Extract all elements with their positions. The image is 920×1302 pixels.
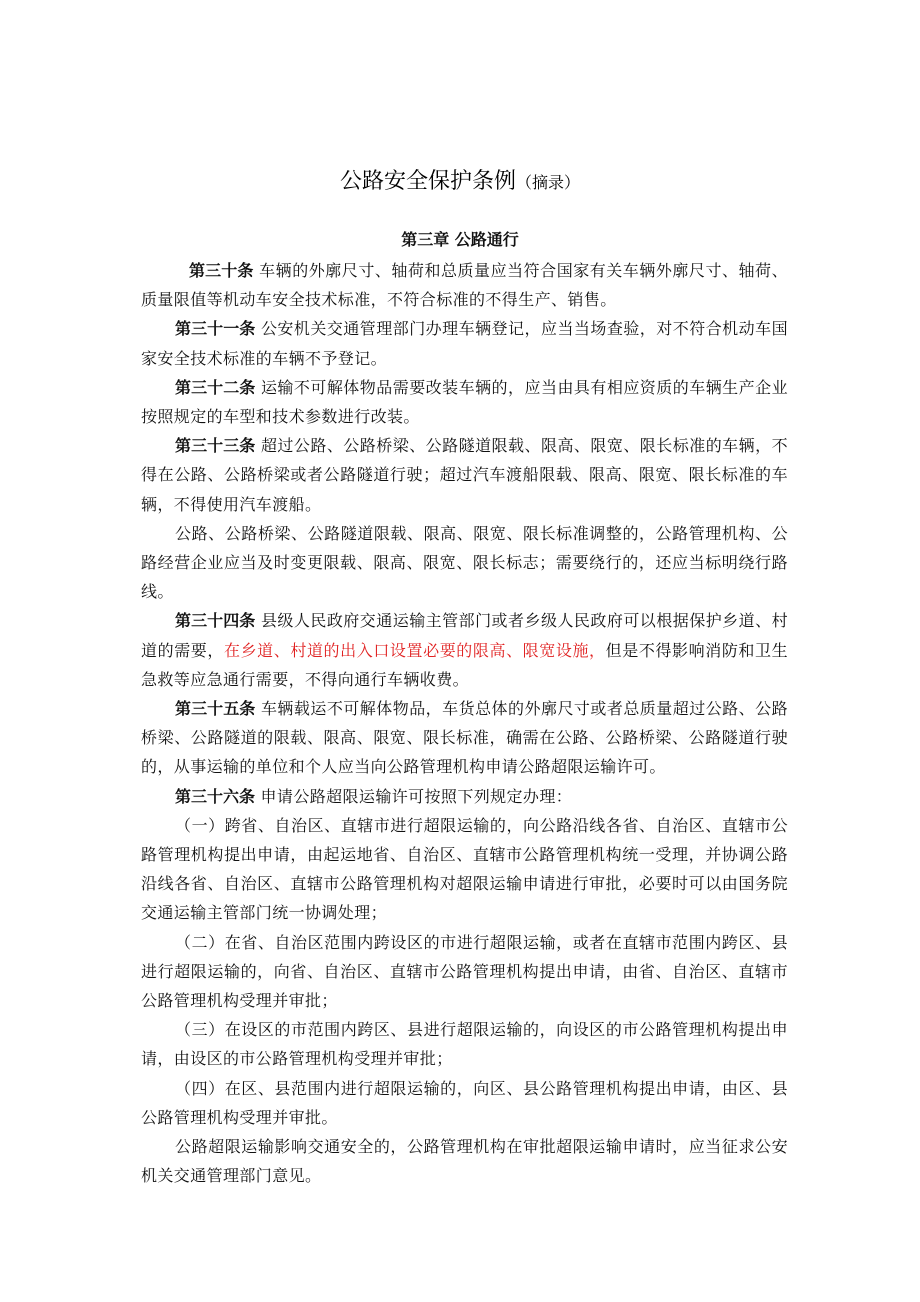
document-title (0, 166, 920, 199)
article-paragraph (141, 373, 788, 431)
article-number: 第三十一条 (175, 319, 256, 339)
body-paragraph (141, 811, 788, 928)
article-number: 第三十四条 (175, 611, 256, 631)
paragraph-text: 县级人民政府交通运输主管部门或者乡级人民政府可以根据保护乡道、村道的需要， (141, 611, 788, 660)
paragraph-text: 运输不可解体物品需要改装车辆的，应当由具有相应资质的车辆生产企业按照规定的车型和技术参数进行改装。 (141, 377, 788, 427)
body-paragraph (141, 1132, 788, 1190)
paragraph-text: （二）在省、自治区范围内跨设区的市进行超限运输，或者在直辖市范围内跨区、县进行超限运输的，向省、自治区、直辖市公路管理机构提出申请，由省、自治区、直辖市公路管理机构受理并审批； (141, 932, 788, 1011)
paragraph-text: 公路、公路桥梁、公路隧道限载、限高、限宽、限长标准调整的，公路管理机构、公路经营企业应当及时变更限载、限高、限宽、限长标志；需要绕行的，还应当标明绕行路线。 (141, 523, 788, 602)
paragraph-text-continued: 但是不得影响消防和卫生急救等应急通行需要，不得向通行车辆收费。 (141, 640, 788, 689)
article-paragraph (141, 256, 788, 314)
article-number: 第三十五条 (175, 699, 256, 719)
body-paragraph (141, 519, 788, 607)
paragraph-text: （四）在区、县范围内进行超限运输的，向区、县公路管理机构提出申请，由区、县公路管理机构受理并审批。 (141, 1078, 788, 1127)
article-number: 第三十二条 (175, 377, 256, 397)
article-paragraph (141, 694, 788, 782)
article-paragraph (141, 314, 788, 372)
document-body (141, 256, 788, 1191)
article-number: 第三十六条 (175, 786, 256, 806)
paragraph-text: 超过公路、公路桥梁、公路隧道限载、限高、限宽、限长标准的车辆，不得在公路、公路桥梁或者公路隧道行驶；超过汽车渡船限载、限高、限宽、限长标准的车辆，不得使用汽车渡船。 (141, 436, 788, 514)
article-number: 第三十条 (189, 261, 254, 280)
article-paragraph (141, 782, 788, 811)
body-paragraph (141, 1074, 788, 1132)
paragraph-text: （三）在设区的市范围内跨区、县进行超限运输的，向设区的市公路管理机构提出申请，由设区的市公路管理机构受理并审批； (141, 1020, 788, 1069)
body-paragraph (141, 1015, 788, 1073)
paragraph-text: 车辆的外廓尺寸、轴荷和总质量应当符合国家有关车辆外廓尺寸、轴荷、质量限值等机动车安全技术标准，不符合标准的不得生产、销售。 (141, 261, 788, 310)
article-paragraph (141, 431, 788, 519)
paragraph-text: （一）跨省、自治区、直辖市进行超限运输的，向公路沿线各省、自治区、直辖市公路管理机构提出申请，由起运地省、自治区、直辖市公路管理机构统一受理，并协调公路沿线各省、自治区、直辖市公路管理机构对超限运输申请进行审批，必要时可以由国务院交通运输主管部门统一协调处理； (141, 815, 788, 923)
chapter-heading: 第三章 公路通行 (401, 230, 519, 249)
paragraph-text: 公路超限运输影响交通安全的，公路管理机构在审批超限运输申请时，应当征求公安机关交通管理部门意见。 (141, 1137, 788, 1186)
highlighted-text: 在乡道、村道的出入口设置必要的限高、限宽设施， (223, 640, 606, 660)
title-note: （摘录） (516, 173, 581, 192)
title-main: 公路安全保护条例 (339, 169, 516, 194)
article-paragraph (141, 606, 788, 694)
paragraph-text: 申请公路超限运输许可按照下列规定办理： (260, 786, 573, 806)
paragraph-text: 公安机关交通管理部门办理车辆登记，应当当场查验，对不符合机动车国家安全技术标准的车辆不予登记。 (141, 319, 788, 368)
article-number: 第三十三条 (175, 436, 256, 456)
body-paragraph (141, 928, 788, 1016)
paragraph-text: 车辆载运不可解体物品，车货总体的外廓尺寸或者总质量超过公路、公路桥梁、公路隧道的限载、限高、限宽、限长标准，确需在公路、公路桥梁、公路隧道行驶的，从事运输的单位和个人应当向公路管理机构申请公路超限运输许可。 (141, 699, 788, 777)
